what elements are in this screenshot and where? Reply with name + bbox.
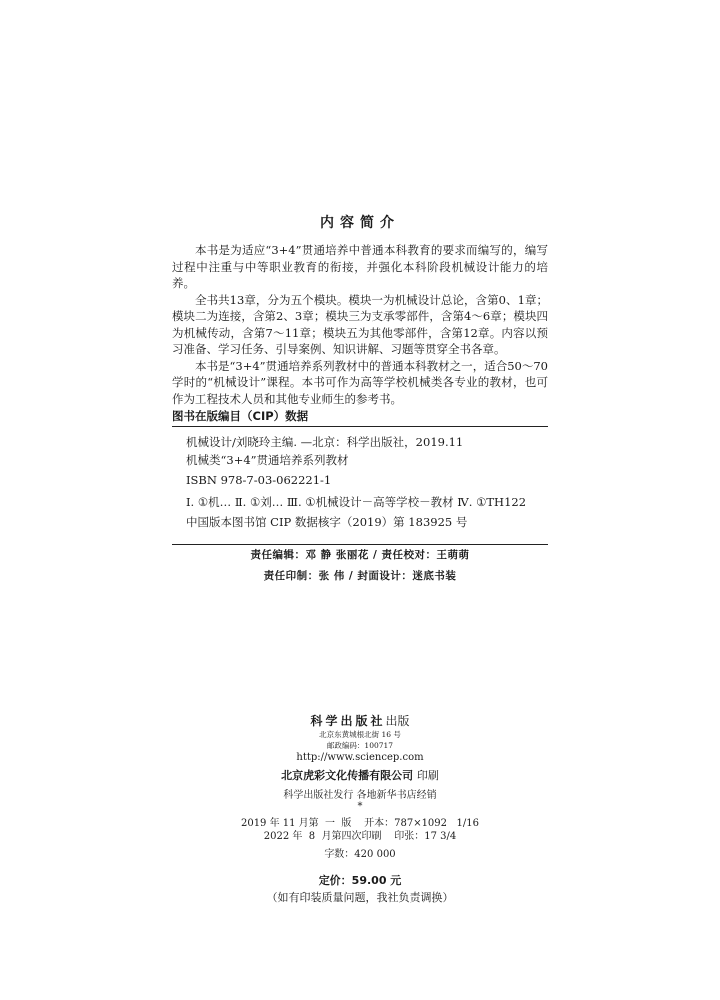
- publisher-suffix: 出版: [385, 714, 410, 728]
- production-credits: 责任印制：张 伟 / 封面设计：迷底书装: [263, 570, 457, 582]
- distribution-line: 科学出版社发行 各地新华书店经销: [283, 790, 437, 801]
- summary-paragraph-1: 本书是为适应“3+4”贯通培养中普通本科教育的要求而编写的，编写过程中注重与中等职业教育的衔接，并强化本科阶段机械设计能力的培养。: [172, 243, 548, 290]
- summary-paragraph-2: 全书共13章，分为五个模块。模块一为机械设计总论，含第0、1章；模块二为连接，含第2、3章；模块三为支承零部件，含第4～6章；模块四为机械传动，含第7～11章；模块五为其他零部件，含第12章。内容以预习准备、学习任务、引导案例、知识讲解、习题等贯穿全书各章。: [172, 292, 548, 356]
- cip-isbn: ISBN 978-7-03-062221-1: [186, 473, 332, 487]
- publisher-line: [172, 713, 548, 729]
- content-summary: [172, 212, 548, 407]
- imprint-block: [172, 713, 548, 906]
- edition-row: 2019 年 11 月第 一 版 开本：787×1092 1/16: [240, 818, 480, 829]
- printing-row: 2022 年 8 月第四次印刷 印张：17 3/4: [263, 831, 457, 842]
- cip-top-rule: [172, 426, 548, 427]
- quality-note: （如有印装质量问题，我社负责调换）: [266, 891, 454, 904]
- word-count: 字数：420 000: [324, 849, 396, 860]
- separator-star: *: [357, 801, 363, 812]
- printer-line: [172, 765, 548, 787]
- summary-title: 内容简介: [320, 215, 400, 231]
- editor-credits: 责任编辑：邓 静 张丽花 / 责任校对：王萌萌: [250, 549, 470, 561]
- publisher-name: 科学出版社: [310, 714, 386, 728]
- printer-suffix: 印刷: [416, 769, 439, 782]
- edition-info: [172, 817, 548, 843]
- summary-paragraph-3: 本书是“3+4”贯通培养系列教材中的普通本科教材之一，适合50～70学时的“机械设计”课程。本书可作为高等学校机械类各专业的教材，也可作为工程技术人员和其他专业师生的参考书。: [172, 358, 548, 406]
- cip-classification: Ⅰ. ①机… Ⅱ. ①刘… Ⅲ. ①机械设计－高等学校－教材 Ⅳ. ①TH122: [186, 495, 527, 509]
- publisher-postcode: 邮政编码：100717: [326, 741, 394, 750]
- price: 定价：59.00 元: [318, 874, 402, 887]
- cip-library-number: 中国版本图书馆 CIP 数据核字（2019）第 183925 号: [186, 515, 468, 529]
- cip-heading: 图书在版编目（CIP）数据: [172, 409, 309, 423]
- cip-series-line: 机械类“3+4”贯通培养系列教材: [186, 453, 349, 467]
- publisher-address: 北京东黄城根北街 16 号: [319, 730, 401, 739]
- cip-data-block: [186, 433, 548, 531]
- printer-name: 北京虎彩文化传播有限公司: [281, 769, 414, 782]
- cip-bottom-rule: [172, 544, 548, 545]
- cip-title-line: 机械设计/刘晓玲主编. —北京：科学出版社，2019.11: [186, 435, 464, 449]
- publisher-url: http://www.sciencep.com: [296, 752, 424, 763]
